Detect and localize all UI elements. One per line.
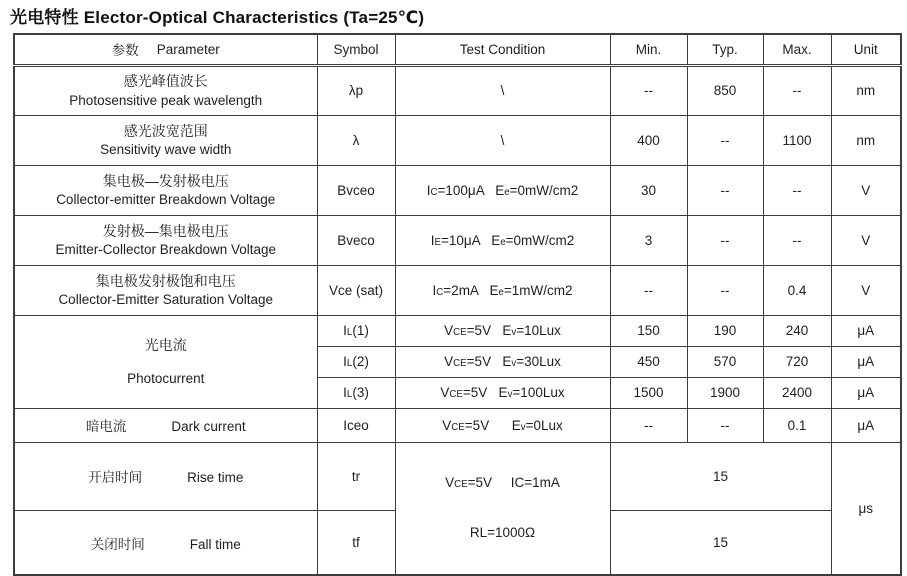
param-zh: 集电极发射极饱和电压 [95, 272, 236, 289]
table-row [14, 442, 901, 511]
typ-cell: 1900 [687, 377, 763, 408]
table-header-row [14, 34, 901, 65]
param-cell [14, 408, 317, 442]
param-cell [14, 511, 317, 576]
section-title [10, 3, 424, 28]
max-cell: 720 [763, 346, 831, 377]
symbol-cell: λ [317, 115, 395, 165]
param-zh: 感光峰值波长 [123, 73, 208, 90]
table-row [14, 315, 901, 346]
param-cell [14, 265, 317, 315]
param-zh: 开启时间 [88, 470, 143, 486]
min-cell: 400 [610, 115, 687, 165]
param-en: Sensitivity wave width [100, 142, 232, 158]
param-en: Rise time [187, 470, 244, 486]
symbol-cell: λp [317, 65, 395, 115]
condition-cell: VCE=5V Ev=30Lux [395, 346, 610, 377]
table-row [14, 215, 901, 265]
typ-cell: -- [687, 408, 763, 442]
param-en: Dark current [171, 419, 246, 434]
typ-cell: 850 [687, 65, 763, 115]
max-cell: -- [763, 215, 831, 265]
min-cell: 30 [610, 165, 687, 215]
header-parameter-zh: 参数 [111, 43, 139, 59]
unit-cell: μA [831, 346, 901, 377]
typ-cell: 570 [687, 346, 763, 377]
min-cell: -- [610, 408, 687, 442]
max-cell: 0.1 [763, 408, 831, 442]
eo-characteristics-table [13, 33, 902, 576]
unit-cell: μA [831, 408, 901, 442]
table-row [14, 165, 901, 215]
unit-cell: μs [831, 442, 901, 575]
param-en: Collector-Emitter Saturation Voltage [58, 292, 274, 308]
param-zh: 发射极—集电极电压 [102, 222, 229, 239]
symbol-cell: Iceo [317, 408, 395, 442]
min-cell: -- [610, 265, 687, 315]
condition-cell-timing [395, 442, 610, 575]
unit-cell: V [831, 165, 901, 215]
condition-cell: IC=2mA Ee=1mW/cm2 [395, 265, 610, 315]
symbol-cell: Bvceo [317, 165, 395, 215]
param-en: Photocurrent [127, 371, 205, 387]
param-zh: 感光波宽范围 [123, 122, 208, 139]
condition-cell: IE=10μA Ee=0mW/cm2 [395, 215, 610, 265]
section-title-zh: 光电特性 [10, 8, 79, 27]
typ-cell: -- [687, 115, 763, 165]
header-test-condition: Test Condition [395, 34, 610, 65]
typ-cell: -- [687, 215, 763, 265]
symbol-cell: IL(2) [317, 346, 395, 377]
condition-cell: VCE=5V Ev=0Lux [395, 408, 610, 442]
typ-cell: 190 [687, 315, 763, 346]
max-cell: 2400 [763, 377, 831, 408]
header-max: Max. [763, 34, 831, 65]
max-cell: 1100 [763, 115, 831, 165]
param-cell [14, 442, 317, 511]
condition-cell: \ [395, 115, 610, 165]
header-unit: Unit [831, 34, 901, 65]
min-cell: -- [610, 65, 687, 115]
unit-cell: nm [831, 115, 901, 165]
max-cell: -- [763, 165, 831, 215]
param-cell [14, 215, 317, 265]
max-cell: 240 [763, 315, 831, 346]
symbol-cell: IL(3) [317, 377, 395, 408]
param-zh: 暗电流 [85, 419, 127, 434]
min-cell: 150 [610, 315, 687, 346]
param-en: Photosensitive peak wavelength [69, 92, 263, 108]
symbol-cell: tf [317, 511, 395, 576]
param-cell [14, 115, 317, 165]
param-cell [14, 65, 317, 115]
unit-cell: μA [831, 377, 901, 408]
param-zh: 集电极—发射极电压 [102, 172, 229, 189]
condition-cell: VCE=5V Ev=10Lux [395, 315, 610, 346]
param-en: Fall time [189, 536, 241, 552]
max-cell: 0.4 [763, 265, 831, 315]
condition-cell: IC=100μA Ee=0mW/cm2 [395, 165, 610, 215]
max-cell: -- [763, 65, 831, 115]
header-min: Min. [610, 34, 687, 65]
section-title-en: Elector-Optical Characteristics (Ta=25℃) [83, 8, 425, 27]
param-zh: 光电流 [144, 336, 187, 353]
value-cell: 15 [610, 511, 831, 576]
param-zh: 关闭时间 [90, 536, 145, 552]
param-cell [14, 165, 317, 215]
symbol-cell: IL(1) [317, 315, 395, 346]
value-cell: 15 [610, 442, 831, 511]
unit-cell: V [831, 265, 901, 315]
min-cell: 3 [610, 215, 687, 265]
symbol-cell: Vce (sat) [317, 265, 395, 315]
table-row [14, 265, 901, 315]
symbol-cell: Bveco [317, 215, 395, 265]
header-parameter-en: Parameter [156, 41, 220, 57]
table-row [14, 115, 901, 165]
param-en: Collector-emitter Breakdown Voltage [56, 192, 276, 208]
header-symbol: Symbol [317, 34, 395, 65]
typ-cell: -- [687, 165, 763, 215]
header-parameter [14, 34, 317, 65]
unit-cell: nm [831, 65, 901, 115]
param-cell-photocurrent [14, 315, 317, 408]
param-en: Emitter-Collector Breakdown Voltage [55, 242, 277, 258]
unit-cell: V [831, 215, 901, 265]
unit-cell: μA [831, 315, 901, 346]
condition-line-1: VCE=5V IC=1mA [445, 474, 560, 490]
min-cell: 1500 [610, 377, 687, 408]
condition-line-2: RL=1000Ω [469, 525, 536, 541]
condition-cell: VCE=5V Ev=100Lux [395, 377, 610, 408]
min-cell: 450 [610, 346, 687, 377]
table-row [14, 65, 901, 115]
typ-cell: -- [687, 265, 763, 315]
condition-cell: \ [395, 65, 610, 115]
header-typ: Typ. [687, 34, 763, 65]
symbol-cell: tr [317, 442, 395, 511]
table-row [14, 408, 901, 442]
